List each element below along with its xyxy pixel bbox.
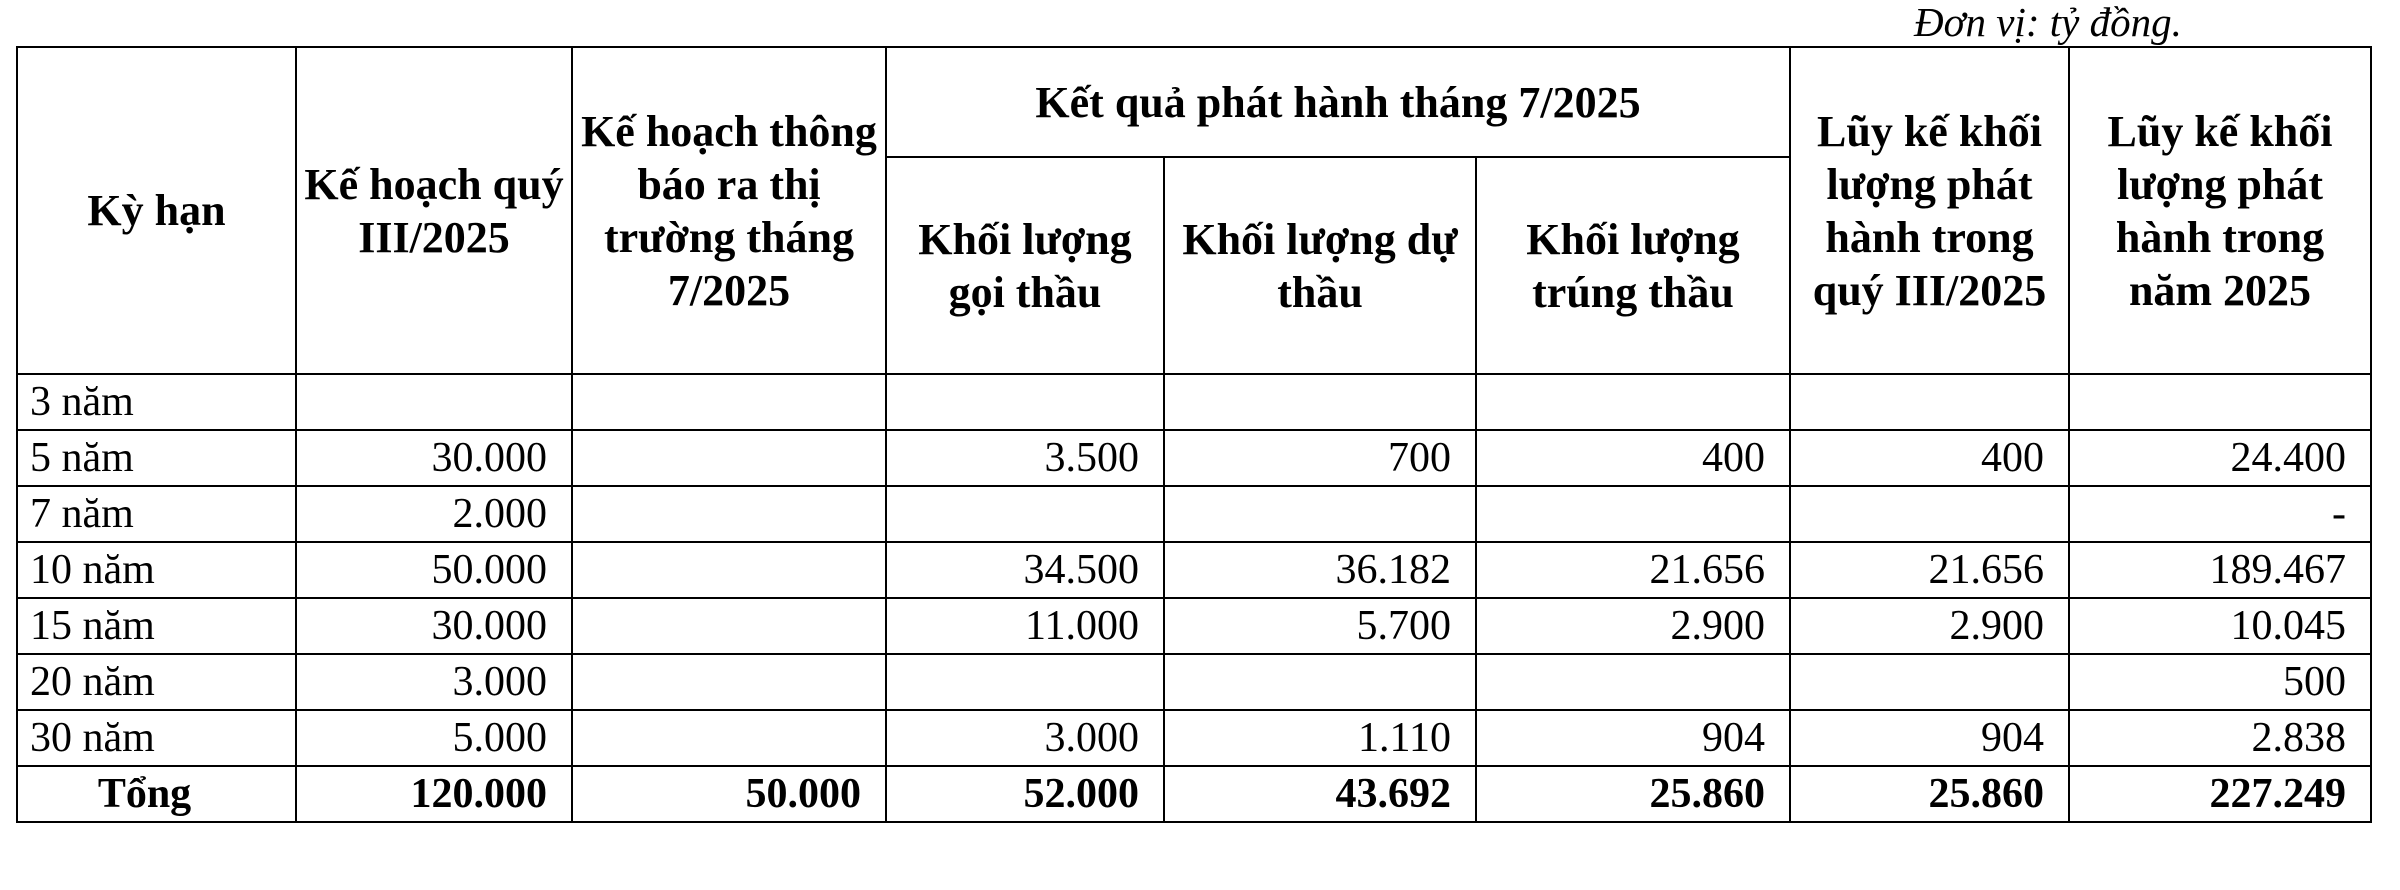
cell-cumulative-quarter [1790, 654, 2069, 710]
cell-term: 30 năm [17, 710, 296, 766]
bond-issuance-table [16, 46, 2372, 823]
cell-offered [886, 486, 1164, 542]
cell-offered [886, 374, 1164, 430]
total-offered: 52.000 [886, 766, 1164, 822]
cell-cumulative-year: 24.400 [2069, 430, 2371, 486]
cell-bid: 700 [1164, 430, 1476, 486]
cell-quarter-plan [296, 374, 572, 430]
header-quarter-plan: Kế hoạch quý III/2025 [296, 47, 572, 374]
cell-market-plan [572, 654, 886, 710]
cell-won: 21.656 [1476, 542, 1790, 598]
total-market-plan: 50.000 [572, 766, 886, 822]
cell-offered: 11.000 [886, 598, 1164, 654]
total-row [17, 766, 2371, 822]
cell-term: 10 năm [17, 542, 296, 598]
cell-cumulative-year: 2.838 [2069, 710, 2371, 766]
table-row [17, 486, 2371, 542]
cell-term: 20 năm [17, 654, 296, 710]
cell-market-plan [572, 430, 886, 486]
total-cumulative-quarter: 25.860 [1790, 766, 2069, 822]
cell-cumulative-year: 500 [2069, 654, 2371, 710]
cell-quarter-plan: 2.000 [296, 486, 572, 542]
cell-cumulative-quarter: 2.900 [1790, 598, 2069, 654]
total-quarter-plan: 120.000 [296, 766, 572, 822]
header-bid: Khối lượng dự thầu [1164, 157, 1476, 374]
cell-term: 15 năm [17, 598, 296, 654]
cell-term: 7 năm [17, 486, 296, 542]
total-label: Tổng [17, 766, 296, 822]
cell-cumulative-quarter: 21.656 [1790, 542, 2069, 598]
unit-note: Đơn vị: tỷ đồng. [1914, 0, 2182, 45]
cell-cumulative-year: 10.045 [2069, 598, 2371, 654]
cell-cumulative-year [2069, 374, 2371, 430]
cell-won: 904 [1476, 710, 1790, 766]
cell-market-plan [572, 374, 886, 430]
cell-market-plan [572, 486, 886, 542]
cell-cumulative-year: 189.467 [2069, 542, 2371, 598]
header-won: Khối lượng trúng thầu [1476, 157, 1790, 374]
header-offered: Khối lượng gọi thầu [886, 157, 1164, 374]
cell-cumulative-quarter [1790, 486, 2069, 542]
cell-offered: 3.500 [886, 430, 1164, 486]
cell-bid: 36.182 [1164, 542, 1476, 598]
cell-won: 2.900 [1476, 598, 1790, 654]
cell-quarter-plan: 50.000 [296, 542, 572, 598]
header-cumulative-quarter: Lũy kế khối lượng phát hành trong quý III/2025 [1790, 47, 2069, 374]
table-row [17, 542, 2371, 598]
table-row [17, 710, 2371, 766]
cell-won: 400 [1476, 430, 1790, 486]
cell-won [1476, 486, 1790, 542]
cell-offered [886, 654, 1164, 710]
cell-market-plan [572, 710, 886, 766]
cell-bid [1164, 374, 1476, 430]
cell-bid: 1.110 [1164, 710, 1476, 766]
header-cumulative-year: Lũy kế khối lượng phát hành trong năm 2025 [2069, 47, 2371, 374]
cell-offered: 3.000 [886, 710, 1164, 766]
table-row [17, 430, 2371, 486]
cell-cumulative-quarter: 400 [1790, 430, 2069, 486]
cell-market-plan [572, 598, 886, 654]
cell-won [1476, 374, 1790, 430]
table-row [17, 598, 2371, 654]
cell-quarter-plan: 30.000 [296, 430, 572, 486]
table-row [17, 654, 2371, 710]
header-term: Kỳ hạn [17, 47, 296, 374]
cell-quarter-plan: 30.000 [296, 598, 572, 654]
cell-quarter-plan: 5.000 [296, 710, 572, 766]
cell-bid: 5.700 [1164, 598, 1476, 654]
cell-cumulative-quarter [1790, 374, 2069, 430]
total-bid: 43.692 [1164, 766, 1476, 822]
cell-term: 3 năm [17, 374, 296, 430]
total-cumulative-year: 227.249 [2069, 766, 2371, 822]
cell-bid [1164, 486, 1476, 542]
cell-quarter-plan: 3.000 [296, 654, 572, 710]
header-result-group: Kết quả phát hành tháng 7/2025 [886, 47, 1790, 157]
cell-bid [1164, 654, 1476, 710]
total-won: 25.860 [1476, 766, 1790, 822]
cell-offered: 34.500 [886, 542, 1164, 598]
header-market-plan: Kế hoạch thông báo ra thị trường tháng 7/2025 [572, 47, 886, 374]
cell-cumulative-quarter: 904 [1790, 710, 2069, 766]
cell-market-plan [572, 542, 886, 598]
cell-cumulative-year: - [2069, 486, 2371, 542]
cell-term: 5 năm [17, 430, 296, 486]
table-row [17, 374, 2371, 430]
cell-won [1476, 654, 1790, 710]
